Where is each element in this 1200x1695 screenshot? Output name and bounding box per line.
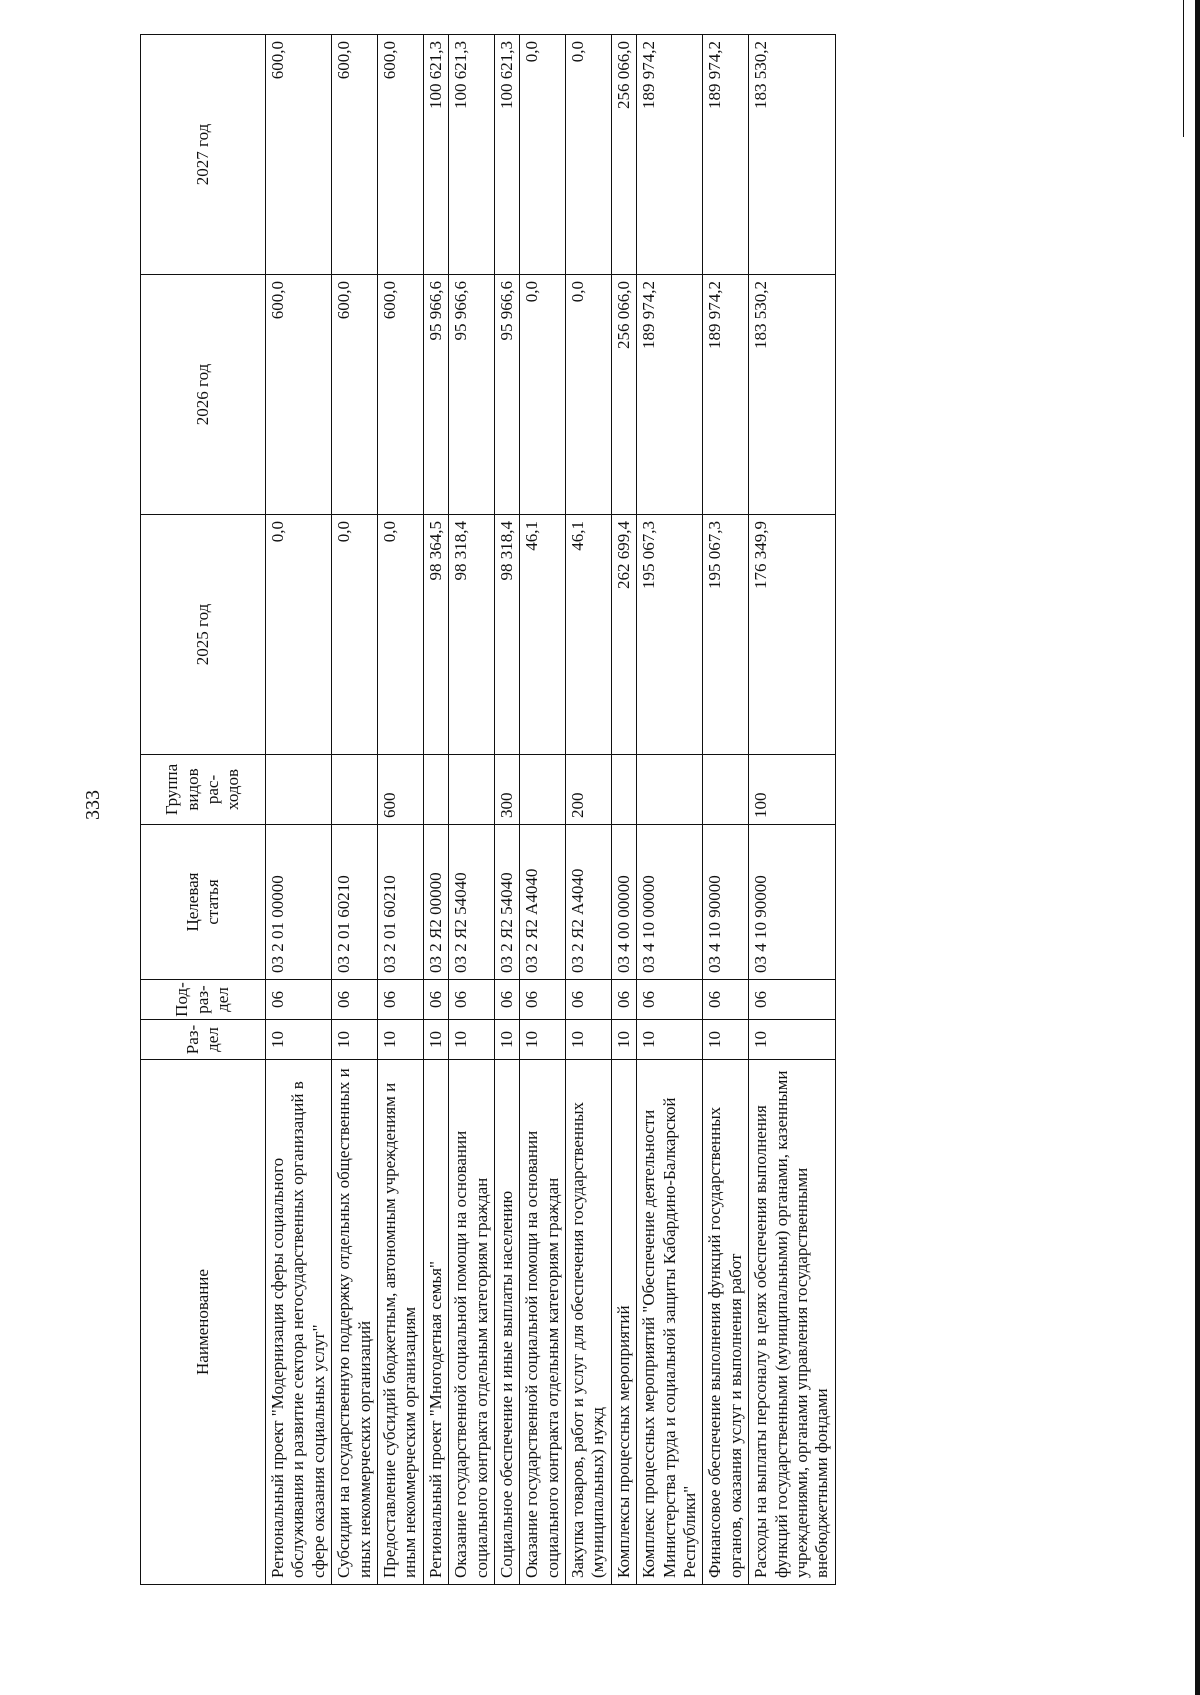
row-razdel: 10 bbox=[637, 1020, 703, 1060]
row-2025: 98 364,5 bbox=[423, 515, 448, 755]
row-razdel: 10 bbox=[377, 1020, 423, 1060]
row-2027: 183 530,2 bbox=[749, 35, 836, 275]
row-2027: 600,0 bbox=[377, 35, 423, 275]
row-celevaya-statya: 03 4 10 90000 bbox=[749, 825, 836, 980]
row-2025: 262 699,4 bbox=[611, 515, 636, 755]
row-2026: 256 066,0 bbox=[611, 275, 636, 515]
row-celevaya-statya: 03 4 00 00000 bbox=[611, 825, 636, 980]
header-razdel: Раз- дел bbox=[141, 1020, 266, 1060]
row-podrazdel: 06 bbox=[703, 980, 749, 1020]
row-razdel: 10 bbox=[749, 1020, 836, 1060]
row-2027: 189 974,2 bbox=[703, 35, 749, 275]
row-2027: 189 974,2 bbox=[637, 35, 703, 275]
row-gruppa-vidov: 600 bbox=[377, 755, 423, 825]
row-2026: 95 966,6 bbox=[423, 275, 448, 515]
row-name: Оказание государственной социальной помощи на основании социального контракта отдельным категориям граждан bbox=[520, 1060, 566, 1585]
row-celevaya-statya: 03 2 01 00000 bbox=[266, 825, 332, 980]
row-podrazdel: 06 bbox=[611, 980, 636, 1020]
row-name: Социальное обеспечение и иные выплаты населению bbox=[494, 1060, 519, 1585]
row-gruppa-vidov bbox=[637, 755, 703, 825]
header-2025: 2025 год bbox=[141, 515, 266, 755]
row-2025: 195 067,3 bbox=[637, 515, 703, 755]
row-2025: 0,0 bbox=[266, 515, 332, 755]
row-celevaya-statya: 03 2 Я2 А4040 bbox=[566, 825, 612, 980]
row-2027: 100 621,3 bbox=[494, 35, 519, 275]
row-2025: 46,1 bbox=[566, 515, 612, 755]
row-2025: 195 067,3 bbox=[703, 515, 749, 755]
header-gruppa-vidov: Группа видов рас- ходов bbox=[141, 755, 266, 825]
row-razdel: 10 bbox=[332, 1020, 378, 1060]
table-row bbox=[566, 35, 612, 1585]
row-celevaya-statya: 03 2 Я2 54040 bbox=[449, 825, 495, 980]
row-2026: 600,0 bbox=[332, 275, 378, 515]
row-razdel: 10 bbox=[703, 1020, 749, 1060]
row-celevaya-statya: 03 2 Я2 А4040 bbox=[520, 825, 566, 980]
row-razdel: 10 bbox=[611, 1020, 636, 1060]
table-row bbox=[377, 35, 423, 1585]
table-row bbox=[449, 35, 495, 1585]
row-razdel: 10 bbox=[520, 1020, 566, 1060]
row-name: Оказание государственной социальной помощи на основании социального контракта отдельным категориям граждан bbox=[449, 1060, 495, 1585]
header-podrazdel: Под- раз- дел bbox=[141, 980, 266, 1020]
table-row bbox=[332, 35, 378, 1585]
row-2026: 600,0 bbox=[377, 275, 423, 515]
row-name: Региональный проект "Многодетная семья" bbox=[423, 1060, 448, 1585]
header-celevaya-statya: Целевая статья bbox=[141, 825, 266, 980]
header-row bbox=[141, 35, 266, 1585]
row-podrazdel: 06 bbox=[266, 980, 332, 1020]
row-2027: 600,0 bbox=[332, 35, 378, 275]
table-row bbox=[423, 35, 448, 1585]
row-gruppa-vidov: 200 bbox=[566, 755, 612, 825]
row-podrazdel: 06 bbox=[494, 980, 519, 1020]
row-2027: 256 066,0 bbox=[611, 35, 636, 275]
scan-rule bbox=[1183, 0, 1184, 137]
row-2026: 95 966,6 bbox=[494, 275, 519, 515]
row-razdel: 10 bbox=[423, 1020, 448, 1060]
header-2027: 2027 год bbox=[141, 35, 266, 275]
row-razdel: 10 bbox=[449, 1020, 495, 1060]
row-name: Региональный проект "Модернизация сферы социального обслуживания и развитие сектора негосударственных организаций в сфере оказания социальных услуг" bbox=[266, 1060, 332, 1585]
row-podrazdel: 06 bbox=[637, 980, 703, 1020]
row-2025: 0,0 bbox=[377, 515, 423, 755]
table-row bbox=[520, 35, 566, 1585]
row-2027: 0,0 bbox=[520, 35, 566, 275]
row-gruppa-vidov bbox=[423, 755, 448, 825]
header-2026: 2026 год bbox=[141, 275, 266, 515]
row-gruppa-vidov: 300 bbox=[494, 755, 519, 825]
row-2025: 98 318,4 bbox=[494, 515, 519, 755]
row-gruppa-vidov bbox=[332, 755, 378, 825]
row-2025: 176 349,9 bbox=[749, 515, 836, 755]
row-name: Субсидии на государственную поддержку отдельных общественных и иных некоммерческих организаций bbox=[332, 1060, 378, 1585]
row-podrazdel: 06 bbox=[332, 980, 378, 1020]
row-celevaya-statya: 03 4 10 90000 bbox=[703, 825, 749, 980]
row-2026: 0,0 bbox=[520, 275, 566, 515]
row-2026: 189 974,2 bbox=[637, 275, 703, 515]
row-2027: 100 621,3 bbox=[423, 35, 448, 275]
table-row bbox=[611, 35, 636, 1585]
table-row bbox=[703, 35, 749, 1585]
row-celevaya-statya: 03 2 01 60210 bbox=[377, 825, 423, 980]
row-gruppa-vidov bbox=[520, 755, 566, 825]
row-celevaya-statya: 03 4 10 00000 bbox=[637, 825, 703, 980]
row-gruppa-vidov: 100 bbox=[749, 755, 836, 825]
row-name: Расходы на выплаты персоналу в целях обеспечения выполнения функций государственными (муниципальными) органами, казенными учреждениями, органами управления государственными внебюджетными фондами bbox=[749, 1060, 836, 1585]
row-2026: 189 974,2 bbox=[703, 275, 749, 515]
page-number: 333 bbox=[82, 790, 104, 820]
row-2026: 183 530,2 bbox=[749, 275, 836, 515]
row-2026: 95 966,6 bbox=[449, 275, 495, 515]
budget-table bbox=[140, 34, 836, 1585]
row-podrazdel: 06 bbox=[449, 980, 495, 1020]
row-2027: 100 621,3 bbox=[449, 35, 495, 275]
scan-edge bbox=[1195, 0, 1200, 1695]
row-2027: 0,0 bbox=[566, 35, 612, 275]
table-row bbox=[494, 35, 519, 1585]
row-2025: 98 318,4 bbox=[449, 515, 495, 755]
table-row bbox=[749, 35, 836, 1585]
row-podrazdel: 06 bbox=[520, 980, 566, 1020]
row-celevaya-statya: 03 2 Я2 00000 bbox=[423, 825, 448, 980]
row-gruppa-vidov bbox=[611, 755, 636, 825]
row-name: Финансовое обеспечение выполнения функций государственных органов, оказания услуг и выполнения работ bbox=[703, 1060, 749, 1585]
row-2027: 600,0 bbox=[266, 35, 332, 275]
row-2025: 46,1 bbox=[520, 515, 566, 755]
row-podrazdel: 06 bbox=[749, 980, 836, 1020]
row-name: Предоставление субсидий бюджетным, автономным учреждениям и иным некоммерческим организациям bbox=[377, 1060, 423, 1585]
row-celevaya-statya: 03 2 Я2 54040 bbox=[494, 825, 519, 980]
row-podrazdel: 06 bbox=[423, 980, 448, 1020]
row-gruppa-vidov bbox=[449, 755, 495, 825]
row-2026: 600,0 bbox=[266, 275, 332, 515]
row-2026: 0,0 bbox=[566, 275, 612, 515]
row-razdel: 10 bbox=[494, 1020, 519, 1060]
row-celevaya-statya: 03 2 01 60210 bbox=[332, 825, 378, 980]
table-row bbox=[266, 35, 332, 1585]
row-2025: 0,0 bbox=[332, 515, 378, 755]
row-name: Комплексы процессных мероприятий bbox=[611, 1060, 636, 1585]
row-podrazdel: 06 bbox=[566, 980, 612, 1020]
row-gruppa-vidov bbox=[703, 755, 749, 825]
row-razdel: 10 bbox=[266, 1020, 332, 1060]
row-razdel: 10 bbox=[566, 1020, 612, 1060]
row-gruppa-vidov bbox=[266, 755, 332, 825]
row-podrazdel: 06 bbox=[377, 980, 423, 1020]
header-name: Наименование bbox=[141, 1060, 266, 1585]
table-row bbox=[637, 35, 703, 1585]
row-name: Закупка товаров, работ и услуг для обеспечения государственных (муниципальных) нужд bbox=[566, 1060, 612, 1585]
row-name: Комплекс процессных мероприятий "Обеспечение деятельности Министерства труда и социальной защиты Кабардино-Балкарской Республики" bbox=[637, 1060, 703, 1585]
